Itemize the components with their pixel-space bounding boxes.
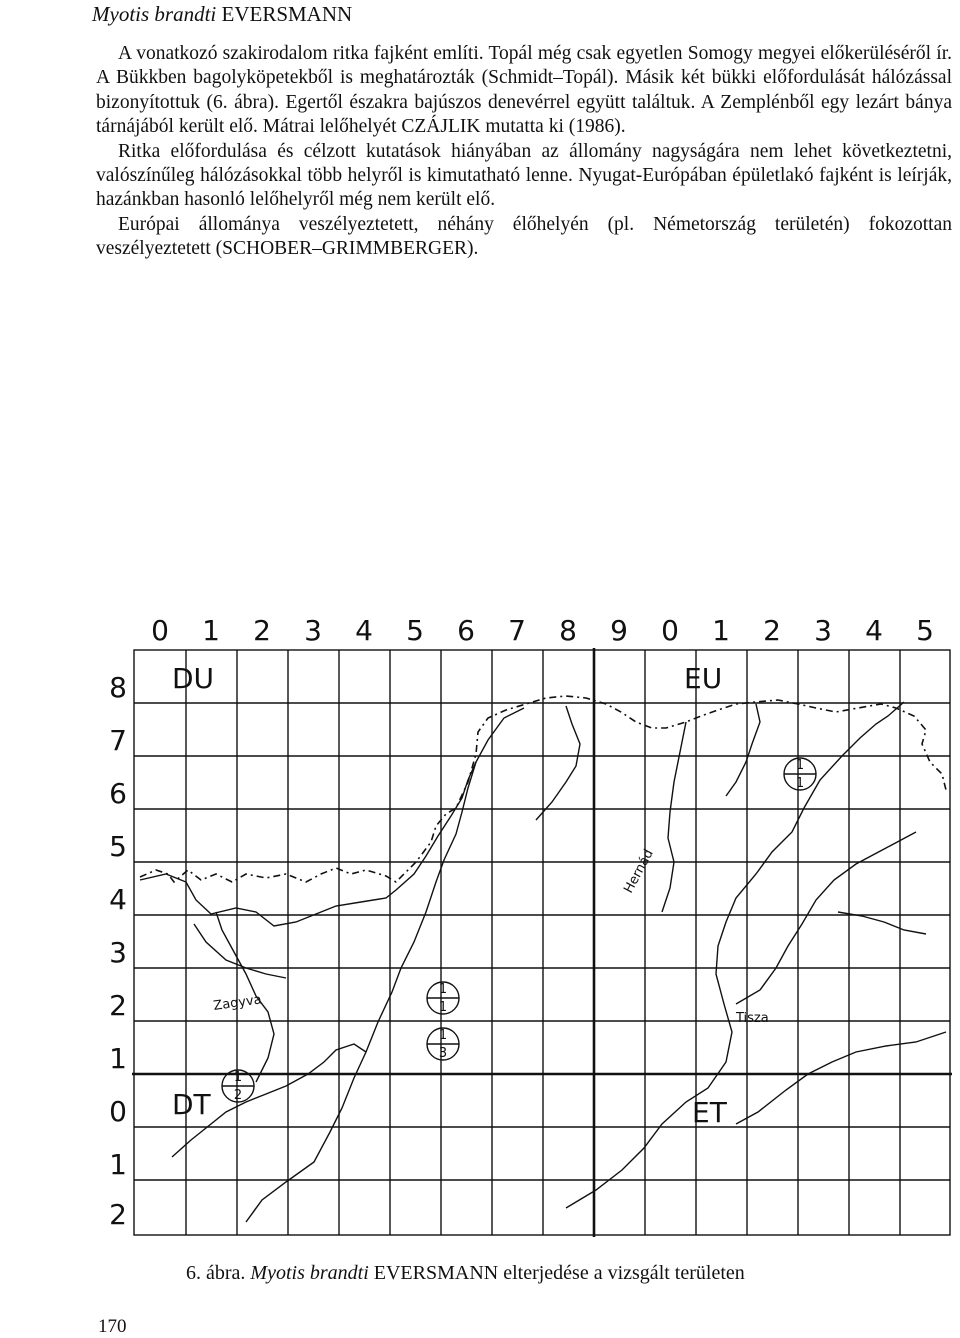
record-symbol-4 [222,1070,254,1103]
record-symbol-2 [427,982,459,1015]
river-labels [212,847,768,1026]
col-digit: 5 [916,614,934,647]
body-text [96,42,952,262]
col-digit: 0 [151,614,169,647]
quadrant-label-eu: EU [684,662,723,695]
col-digit: 2 [253,614,271,647]
row-digit: 2 [109,1198,127,1231]
distribution-map [96,612,956,1252]
col-digit: 4 [865,614,883,647]
running-head-species: Myotis brandti [92,2,217,26]
col-digit: 2 [763,614,781,647]
row-digit: 1 [109,1148,127,1181]
row-digit: 0 [109,1095,127,1128]
record-symbol-1 [784,758,816,791]
record-3-bottom: 3 [438,1046,448,1061]
col-digit: 0 [661,614,679,647]
river-label-hernad: Hernád [621,847,657,896]
col-digit: 1 [712,614,730,647]
record-4-bottom: 2 [233,1088,243,1103]
record-2-bottom: 1 [438,1000,448,1015]
col-digit: 1 [202,614,220,647]
row-digit: 8 [109,671,127,704]
river-danube [140,708,524,926]
record-symbol-3 [427,1028,459,1061]
row-digit: 4 [109,883,127,916]
col-digit: 4 [355,614,373,647]
paragraph-3: Európai állománya veszélyeztetett, néhány élőhelyén (pl. Németország területén) fokozottan veszélyeztetett (SCHOBER–GRIMMBERGER). [96,213,952,260]
column-axis-digits [151,614,934,647]
river-koros [736,832,916,1004]
col-digit: 8 [559,614,577,647]
river-tisza [566,702,904,1208]
row-digit: 1 [109,1042,127,1075]
paragraph-1: A vonatkozó szakirodalom ritka fajként említi. Topál még csak egyetlen Somogy megyei előkerüléséről ír. A Bükkben bagolyköpetekből is meghatározták (Schmidt–Topál). Másik két bükki előfordulását hálózással bizonyítottuk (6. ábra). Egertől északra bajúszos denevérrel együtt találtuk. A Zemplénből egy lezárt bánya tárnájából került elő. Mátrai lelőhelyét CZÁJLIK mutatta ki (1986). [96,43,952,138]
row-digit: 6 [109,777,127,810]
col-digit: 3 [814,614,832,647]
figure-caption [186,1262,745,1285]
river-maros [736,1032,946,1124]
row-digit: 2 [109,989,127,1022]
row-digit: 3 [109,936,127,969]
caption-species: Myotis brandti [250,1262,369,1284]
caption-suffix: EVERSMANN elterjedése a vizsgált területen [373,1262,745,1284]
river-label-zagyva: Zagyva [212,992,263,1014]
river-label-tisza: Tisza [736,1011,769,1026]
running-head-author: EVERSMANN [221,2,353,26]
river-tributary-north [726,704,760,796]
river-hernad [662,722,686,912]
row-digit: 7 [109,724,127,757]
record-1-top: 1 [795,758,805,773]
row-axis-digits [109,671,127,1231]
record-3-top: 1 [438,1028,448,1043]
col-digit: 9 [610,614,628,647]
distribution-map-figure [96,612,956,1252]
map-frame [134,650,950,1235]
col-digit: 3 [304,614,322,647]
col-digit: 6 [457,614,475,647]
river-balaton-area [194,924,286,978]
quadrant-label-du: DU [172,662,215,695]
row-digit: 5 [109,830,127,863]
col-digit: 7 [508,614,526,647]
quadrant-label-et: ET [692,1096,727,1129]
map-grid [132,648,952,1237]
record-1-bottom: 1 [795,776,805,791]
col-digit: 5 [406,614,424,647]
quadrant-label-dt: DT [172,1088,211,1121]
caption-prefix: 6. ábra. [186,1262,246,1284]
record-4-top: 1 [233,1070,243,1085]
page-number: 170 [98,1316,127,1337]
record-2-top: 1 [438,982,448,997]
paragraph-2: Ritka előfordulása és célzott kutatások hiányában az állomány nagyságára nem lehet következtetni, valószínűleg hálózásokkal több helyről is kimutatható lenne. Nyugat-Európában épületlakó fajként is leírják, hazánkban hasonló lelőhelyről még nem került elő. [96,140,952,211]
running-head [92,2,352,27]
